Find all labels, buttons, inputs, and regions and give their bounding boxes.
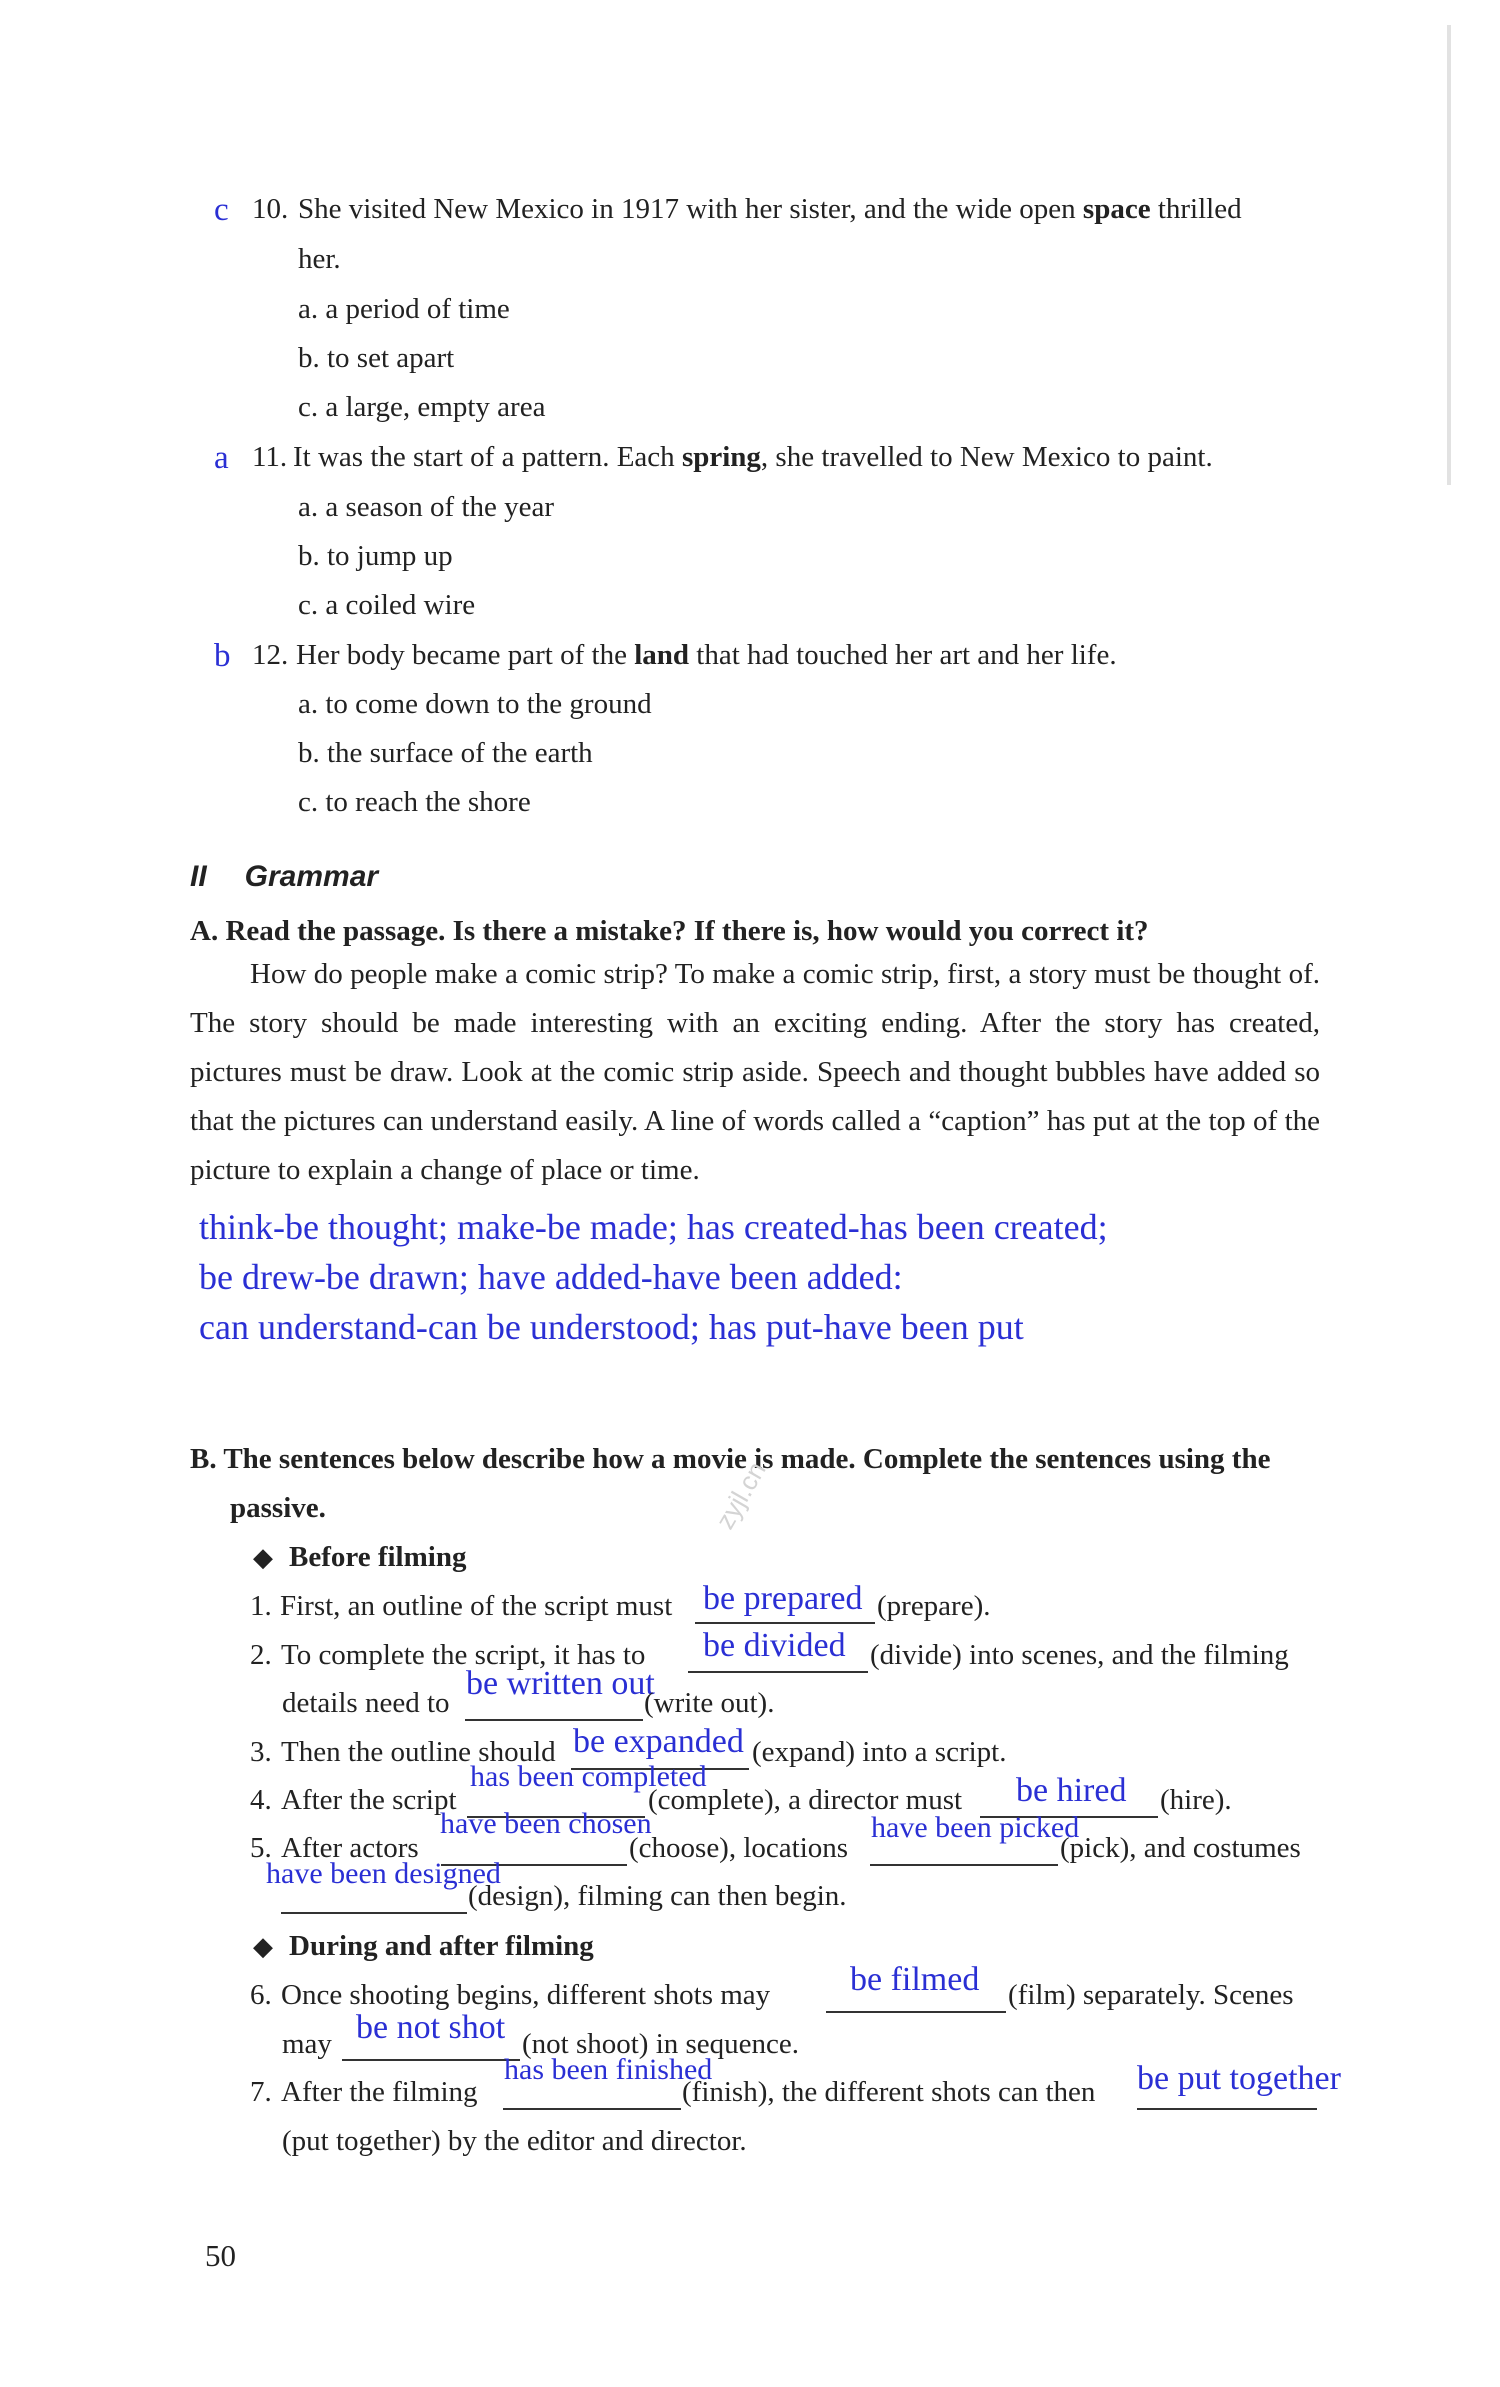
sentence-number: 6.	[250, 1979, 272, 2011]
option-b: b. the surface of the earth	[298, 737, 593, 769]
key-word: land	[634, 639, 690, 671]
section-roman-numeral: II	[190, 860, 207, 893]
sentence-text: (write out).	[644, 1687, 775, 1719]
sentence-text: details need to	[282, 1687, 450, 1719]
sentence-text: After actors	[281, 1832, 419, 1864]
filled-answer: be written out	[466, 1665, 655, 1702]
sentence-text: Once shooting begins, different shots may	[281, 1979, 771, 2011]
filled-answer: be expanded	[573, 1723, 744, 1760]
diamond-bullet-icon: ◆	[253, 1932, 273, 1961]
answer-blank[interactable]	[870, 1864, 1058, 1866]
filled-answer: be prepared	[703, 1580, 863, 1617]
sentence-text: (not shoot) in sequence.	[522, 2028, 800, 2060]
option-a: a. to come down to the ground	[298, 688, 652, 720]
page-edge-shadow	[1447, 25, 1451, 485]
filled-answer: be put together	[1137, 2060, 1341, 2097]
sentence-text: After the filming	[281, 2076, 478, 2108]
sentence-text: (hire).	[1160, 1784, 1232, 1816]
sentence-text: (prepare).	[877, 1590, 991, 1622]
filled-answer: be filmed	[850, 1961, 980, 1998]
filled-answer: have been designed	[266, 1857, 501, 1890]
key-word: space	[1082, 193, 1151, 225]
sentence-number: 5.	[250, 1832, 272, 1864]
sentence-text: (divide) into scenes, and the filming	[870, 1639, 1289, 1671]
sentence-number: 1.	[250, 1590, 272, 1622]
question-text-continued: her.	[298, 243, 341, 275]
sentence-number: 2.	[250, 1639, 272, 1671]
question-number: 12.	[252, 639, 289, 671]
answer-blank[interactable]	[695, 1622, 875, 1624]
sentence-number: 7.	[250, 2076, 272, 2108]
sentence-text: Then the outline should	[281, 1736, 556, 1768]
option-a: a. a season of the year	[298, 491, 555, 523]
option-a: a. a period of time	[298, 293, 510, 325]
sentence-text: (put together) by the editor and director.	[282, 2125, 747, 2157]
filled-answer: have been picked	[871, 1811, 1080, 1844]
correction-line: think-be thought; make-be made; has created-has been created;	[199, 1207, 1108, 1247]
correction-line: can understand-can be understood; has put-have been put	[199, 1307, 1024, 1347]
key-word: spring	[681, 441, 761, 473]
section-heading	[190, 860, 378, 894]
answer-blank[interactable]	[465, 1719, 643, 1721]
sentence-text: (finish), the different shots can then	[682, 2076, 1096, 2108]
filled-answer: be hired	[1016, 1772, 1127, 1809]
sentence-text: First, an outline of the script must	[280, 1590, 673, 1622]
question-number: 11.	[252, 441, 288, 473]
option-c: c. a coiled wire	[298, 589, 476, 621]
sentence-text: After the script	[281, 1784, 457, 1816]
filled-answer: be not shot	[356, 2009, 506, 2046]
sentence-number: 4.	[250, 1784, 272, 1816]
question-text: Her body became part of the land that had touched her art and her life.	[296, 639, 1117, 671]
filled-answer: have been chosen	[440, 1807, 652, 1840]
question-text: It was the start of a pattern. Each spring, she travelled to New Mexico to paint.	[293, 441, 1213, 473]
section-title: Grammar	[244, 860, 379, 893]
answer-letter: a	[214, 440, 229, 476]
sentence-text: (design), filming can then begin.	[468, 1880, 847, 1912]
answer-blank[interactable]	[688, 1671, 868, 1673]
option-c: c. a large, empty area	[298, 391, 546, 423]
filled-answer: has been finished	[504, 2053, 713, 2086]
question-text: She visited New Mexico in 1917 with her sister, and the wide open space thrilled	[298, 193, 1242, 225]
sentence-number: 3.	[250, 1736, 272, 1768]
option-b: b. to set apart	[298, 342, 455, 374]
subheading-during-after-filming: ◆ During and after filming	[253, 1930, 594, 1962]
sentence-text: (complete), a director must	[648, 1784, 963, 1816]
sentence-text: (expand) into a script.	[752, 1736, 1007, 1768]
sentence-text: To complete the script, it has to	[281, 1639, 646, 1671]
filled-answer: has been completed	[470, 1760, 707, 1793]
option-b: b. to jump up	[298, 540, 453, 572]
diamond-bullet-icon: ◆	[253, 1543, 273, 1572]
part-b-heading-continued: passive.	[230, 1492, 326, 1524]
sentence-text: (film) separately. Scenes	[1008, 1979, 1294, 2011]
page-number: 50	[205, 2238, 236, 2273]
watermark: zyjl.cn	[709, 1456, 772, 1535]
subheading-before-filming: ◆ Before filming	[253, 1541, 467, 1573]
answer-blank[interactable]	[342, 2059, 520, 2061]
sentence-text: (pick), and costumes	[1060, 1832, 1301, 1864]
answer-blank[interactable]	[503, 2108, 681, 2110]
answer-blank[interactable]	[1137, 2108, 1317, 2110]
filled-answer: be divided	[703, 1627, 846, 1664]
part-a-heading: A. Read the passage. Is there a mistake? If there is, how would you correct it?	[190, 915, 1149, 947]
answer-letter: c	[214, 192, 229, 228]
option-c: c. to reach the shore	[298, 786, 531, 818]
sentence-text: (choose), locations	[629, 1832, 849, 1864]
answer-blank[interactable]	[281, 1912, 467, 1914]
part-b-heading: B. The sentences below describe how a movie is made. Complete the sentences using the	[190, 1443, 1271, 1475]
answer-blank[interactable]	[826, 2011, 1006, 2013]
part-a-passage: How do people make a comic strip? To make a comic strip, first, a story must be thought of. The story should be made interesting with an exciting ending. After the story has created, pictures must be draw. Look at the comic strip aside. Speech and thought bubbles have added so that the pictures can understand easily. A line of words called a “caption” has put at the top of the picture to explain a change of place or time.	[190, 958, 1320, 1186]
sentence-text: may	[282, 2028, 332, 2060]
answer-letter: b	[214, 638, 231, 674]
question-number: 10.	[252, 193, 289, 225]
correction-line: be drew-be drawn; have added-have been added:	[199, 1257, 903, 1297]
